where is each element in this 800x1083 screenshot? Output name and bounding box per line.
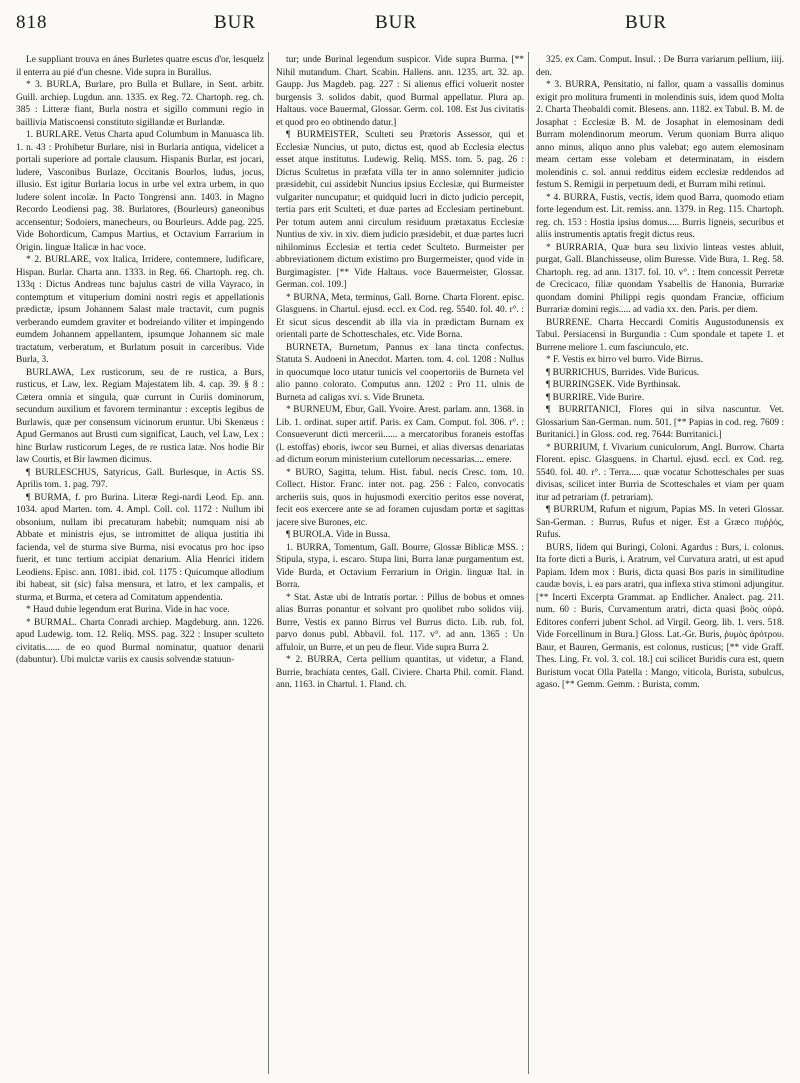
dictionary-entry: * 3. BURRA, Pensitatio, ni fallor, quam a vassallis dominus exigit pro molitura frumenti in molendinis suis, idem quod Molta 2. Charta Theobaldi comit. Blesens. ann. 1182. ex Tabul. B. M. de Josaphat : Ecclesiæ B. M. de Josaphat in elemosinam dedi Burram molendinorum meorum. Verum quoniam Burra aliquo anno minus, aliquo anno plus valebat; ego autem elemosinam meam certam esse volebam et determinatam, in eisdem molendinis c. sol. annui redditus eidem ecclesiæ reddendos ad festum S. Remigii in perpetuum dedi, et Burram mihi retinui. [536,80,784,190]
dictionary-entry: ¶ BURRITANICI, Flores qui in silva nascuntur. Vet. Glossarium San-German. num. 501. [** Papias in cod. reg. 7609 : Buritanici.] in Gloss. cod. reg. 7644: Burritanici.] [536,405,784,440]
dictionary-entry: BURS, Iidem qui Buringi, Coloni. Agardus : Burs, i. colonus. Ita forte dicti a Buris, i. Aratrum, vel Curvatura aratri, ut est apud Papiam. Idem mox : Buris, dicta quasi Bos paris in similitudine caudæ bovis, i. ea pars aratri, qua inflexa stiva stimoni adjungitur. [** Incerti Excerpta Grammat. ap Endlicher. Analect. pag. 211. num. 60 : Buris, Curvamentum aratri, dicta quasi βοὸς οὐρά. Editores conferri jubent Schol. ad Virgil. Georg. lib. 1. vers. 518. Vide Forcellinum in Bura.] Gloss. Lat.-Gr. Buris, ῥυμὸς ἀρότρου. Baur, et Bauren, Germanis, est colonus, rusticus; [** vide Graff. Thes. Ling. Fr. vol. 3. col. 18.] cui scilicet Buridis cura est, quem Buristum vocat Olla Patella : Mango, viticola, Burista, subulcus, agaso. [** Gemm. Gemm. : Burista, comm. [536,542,784,690]
running-head-left: BUR [214,12,257,33]
text-column-3 [536,54,784,1074]
dictionary-entry: * BURNA, Meta, terminus, Gall. Borne. Charta Florent. episc. Glasguens. in Chartul. ejusd. eccl. ex Cod. reg. 5540. fol. 40. r°. : Et sicut sicus descendit ab illa via in prædictam Burnam ex orientali parte de Schotteschales, etc. Vide Borna. [276,292,524,340]
dictionary-entry: ¶ BURRUM, Rufum et nigrum, Papias MS. In veteri Glossar. San-German. : Burrus, Rufus et niger. Est a Græco πυῤῥός, Rufus. [536,505,784,540]
dictionary-entry: * 2. BURLARE, vox Italica, Irridere, contemnere, ludificare, Hispan. Burlar. Charta ann. 1333. in Reg. 66. Chartoph. reg. ch. 133q : Dictus Andreas tunc bajulus castri de villa Vayraco, in contemptum et vituperium domini nostri regis et appellationis prædictæ, ipsum Johannem Salast male tractavit, cum pugnis verberando eumdem graviter et bodreiando viliter et impingendo eumdem Johannem appellantem, ipsumque Johannem sic male tractatum, verberatum, et Burlatum posuit in carceribus. Vide Burla, 3. [16,255,264,365]
dictionary-entry: 1. BURRA, Tomentum, Gall. Bourre, Glossæ Biblicæ MSS. : Stipula, stypa, i. escaro. Stupa lini, Burra lanæ purgamentum est. Vide Burda, et Octavium Ferrarium in Origin. linguæ Ital. in Borra. [276,542,524,590]
dictionary-entry: * BURRARIA, Quæ bura seu lixivio linteas vestes abluit, purgat, Gall. Blanchisseuse, olim Buresse. Vide Bura, 1. Reg. 58. Chartoph. reg. ad ann. 1317. fol. 10. v°. : Item concessit Perretæ de Crecicaco, filiæ quondam Ysabellis de Hanonia, Burrariæ quondam domini Philippi regis quondam Franciæ, officium Burrariæ domini regis..... ad vadia xx. den. Paris. per diem. [536,242,784,315]
dictionary-entry: ¶ BUROLA. Vide in Bussa. [286,530,391,540]
dictionary-entry: 325. ex Cam. Comput. Insul. : De Burra variarum pellium, iiij. den. [536,55,784,78]
dictionary-entry: * Stat. Astæ ubi de Intratis portar. : Pillus de bobus et omnes alias Burras ponantur et solvant pro quolibet rubo solidos viij. Burre, Vestis ex panno Birrus vel Burrus dicto. Lib. rub. fol. parvo donus publ. Abbavil. fol. 117. v°. ad ann. 1365 : Un affuloir, un Burre, et un peu de fleur. Vide supra Burra 2. [276,592,524,653]
dictionary-entry: ¶ BURMEISTER, Sculteti seu Prætoris Assessor, qui et Ecclesiæ Nuncius, ut puto, dictus est, quod ab Ecclesia electus esset atque institutus. Ludewig. Reliq. MSS. tom. 5. pag. 26 : Dictus Scultetus in præfata villa ter in anno solemniter judicio præsidebit, cui assidebit Nuncius ipsius Ecclesiæ, qui Burmeister vulgariter nuncupatur; et quidquid lucri in dicto judicio percepit, tertia pars erit Sculteti, et duæ partes ad Ecclesiam pertinebunt. Per totum autem anni circulum residuum prætaxatus Ecclesiæ Nuntius de xiv. in xiv. diem judicio præsidebit, et duæ partes lucri nihilominus Ecclesiæ et tertia cedet Sculteto. Burmeister per abbreviationem dictum existimo pro Burgermeister, quod vide in Burgimagister. [** Vide Haltaus. voce Bauermeister, Glossar. German. col. 109.] [276,130,524,290]
dictionary-entry: * F. Vestis ex birro vel burro. Vide Birrus. [546,355,703,365]
dictionary-entry: BURLAWA, Lex rusticorum, seu de re rustica, a Burs, rusticus, et Law, lex. Regiam Majestatem lib. 4. cap. 39. § 8 : Cætera omnia et singula, quæ currunt in Curiis dominorum, secundum auxilium et favorem terminantur : exceptis legibus de Burlawis, quæ per consensum vicinorum eruntur. Ubi Skenæus : Apud Germanos aut Brusti cum significat, Lauch, vel Law, Lex : hinc Burlaw rusticorum Leges, de re rustica latæ. Nos hodie Bir law Courtis, et Bir lawmen dicimus. [16,367,264,465]
dictionary-entry: BURNETA, Burnetum, Pannus ex lana tincta confectus. Statuta S. Audoeni in Anecdot. Marten. tom. 4. col. 1208 : Nullus in quocumque loco utatur tunicis vel coopertoriis de Burneta vel alio panno colorato. Computus ann. 1202 : Pro 11. ulnis de Burneta ad caligas xvi. s. Vide Bruneta. [276,342,524,403]
column-divider [528,52,529,1074]
column-divider [268,52,269,1074]
dictionary-entry: ¶ BURRICHUS, Burrides. Vide Buricus. [546,367,700,378]
dictionary-entry: * BURNEUM, Ebur, Gall. Yvoire. Arest. parlam. ann. 1368. in Lib. 1. ordinat. super artif. Paris. ex Cam. Comput. fol. 306. r°. : Consueverunt dicti mercerii...... a mercatoribus foraneis estoffas (l. estoffas) eboris, iwcor seu Burnei, et alias diversas denariatas ad dictum eorum ministerium cutellorum necessarias.... emere. [276,405,524,465]
dictionary-entry: BURRENE. Charta Heccardi Comitis Augustodunensis ex Tabul. Persiacensi in Burgundia : Cum spondale et tapete 1. et Burrene meliore 1. cum fasciunculo, etc. [536,317,784,353]
text-column-1 [16,54,264,1074]
dictionary-entry: ¶ BURMA, f. pro Burina. Literæ Regi-nardi Leod. Ep. ann. 1034. apud Marten. tom. 4. Ampl. Coll. col. 1172 : Nullum ibi obsonium, nullam ibi precaturam habebit; numquam nisi ab Abbate et ministris ejus, se intromittet de aliqua justitia ibi facienda, vel de sturma sive Burma, nisi evocatus pro hoc ipso fuerit, et tunc tertium accipiat denarium. Alia Henrici itidem Leodiens. Episc. ann. 1081. ibid. col. 1175 : Quicumque allodium ibi habeat, sit (sic) falsa mensura, et latro, et lex campalis, et sturma, et Burma, et cetera ad Comitatum appendentia. [16,492,264,603]
dictionary-entry: * 2. BURRA, Certa pellium quantitas, ut videtur, a Fland. Burrie, brachiata centes, Gall. Civiere. Charta Phil. comit. Fland. ann. 1163. in Chartul. 1. Fland. ch. [276,655,524,690]
dictionary-entry: 1. BURLARE. Vetus Charta apud Columbum in Manuasca lib. 1. n. 43 : Prohibetur Burlare, nisi in Burlaria antiqua, videlicet a portali superiore ad portale clausum. Hispanis Burlar, est jocari, ludere, Vasconibus Burlaze, Occitanis Bourlos, ludus, jocus, illusio. Est igitur Burlaria locus in urbe vel extra urbem, in quo ludere solent incolæ. In Pacto Tongrensi ann. 1403. in Magno Recordo Leodiensi pag. 38. Burlatores, (Bourleurs) ganeonibus accensentur; Sodoiers, manecheurs, ou Bourleurs. Adde pag. 225. Vide Bohordicum, Campus Martius, et Octavium Farrarium in Origin. linguæ Italicæ in hac voce. [16,130,264,253]
dictionary-entry: * BURMAL. Charta Conradi archiep. Magdeburg. ann. 1226. apud Ludewig. tom. 12. Reliq. MSS. pag. 322 : Insuper sculteto civitatis...... de eo quod Burmal nominatur, quatuor denarii (dabuntur). Ubi mulctæ variis ex causis solvendæ statuun- [16,617,264,665]
running-head-right: BUR [625,12,668,33]
dictionary-entry: tur; unde Burinal legendum suspicor. Vide supra Burma. [** Nihil mutandum. Chart. Scabin. Hallens. ann. 1235. art. 32. ap. Gaupp. Jus Magdeb. pag. 227 : Si alienus effici voluerit noster burgensis 3. solidos dabit, quod Burmal appellatur. Plura ap. Haltaus. voce Bauermal, Glossar. Germ. col. 108. Est Jus civitatis et quod pro eo obtinendo datur.] [276,55,524,128]
text-column-2 [276,54,524,1074]
dictionary-entry: ¶ BURRIRE. Vide Burire. [546,392,645,403]
dictionary-entry: * 3. BURLA, Burlare, pro Bulla et Bullare, in Sent. arbitr. Guill. archiep. Lugdun. ann. 1335. ex Reg. 72. Chartoph. reg. ch. 385 : Litteræ fiant, Burla nostra et sigillo communi regio in baillivia Matiscoensi constituto sigillandæ et Burlandæ. [16,80,264,128]
dictionary-entry: * 4. BURRA, Fustis, vectis, idem quod Barra, quomodo etiam forte legendum est. Lit. remiss. ann. 1379. in Reg. 115. Chartoph. reg. ch. 153 : Hostia ipsius domus..... Burris ligneis, securibus et aliis instrumentis aptatis fregit dictus reus. [536,192,784,240]
dictionary-entry: Le suppliant trouva en ánes Burletes quatre escus d'or, lesquelz il enterra au pié d'un chesne. Vide supra in Burallus. [16,55,264,78]
dictionary-entry: * BURRIUM, f. Vivarium cuniculorum, Angl. Burrow. Charta Florent. episc. Glasguens. in Chartul. ejusd. eccl. ex Cod. reg. 5540. fol. 40. r°. : Terra..... quæ vocatur Schotteschales per suas divisas, scilicet inter Burria de Scotteschales et viam per quam itur ad petrariam (f. petrariam). [536,442,784,503]
running-head-center: BUR [375,12,418,33]
dictionary-entry: ¶ BURRINGSEK. Vide Byrthinsak. [546,380,681,390]
dictionary-entry: * BURO, Sagitta, telum. Hist. fabul. necis Cresc. tom. 10. Collect. Histor. Franc. inter not. pag. 256 : Falco, convocatis archeriis suis, quos in hujusmodi exercitio peritos esse noverat, fecit eos exercere ante se ad foramen cujusdam portæ et sagittas jacere sive Burones, etc. [276,467,524,528]
dictionary-entry: ¶ BURLESCHUS, Satyricus, Gall. Burlesque, in Actis SS. Aprilis tom. 1. pag. 797. [16,467,264,490]
dictionary-entry: * Haud dubie legendum erat Burina. Vide in hac voce. [26,605,230,615]
page-number: 818 [16,12,48,33]
